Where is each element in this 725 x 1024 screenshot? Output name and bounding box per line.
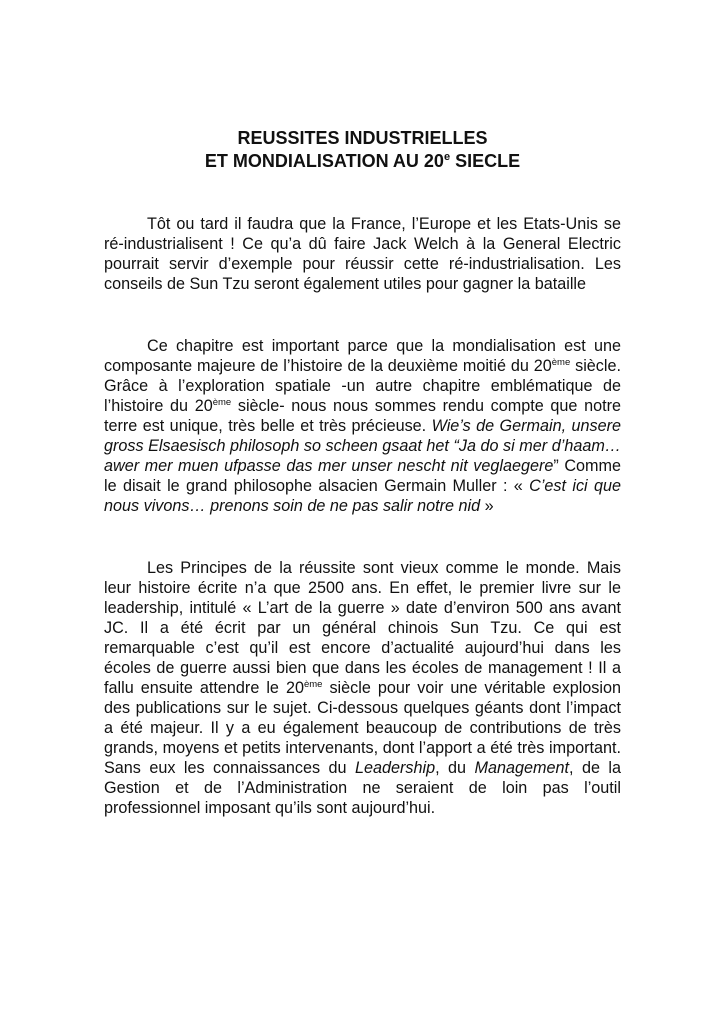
p3-leadership-italic: Leadership [355, 759, 436, 777]
p3-text-2: siècle pour voir une véritable explosion des publications sur le sujet. Ci-dessous quelques géants dont l’impact a été majeur. Il y a eu également beaucoup de contributions de très grands, moyens et petits intervenants, dont l’apport a été très important. Sans eux les connaissances du [104, 679, 621, 777]
page-title [104, 127, 621, 173]
p3-text-4: , de la Gestion et de l’Administration ne seraient de loin pas l’outil professionnel imposant qu’ils sont aujourd’hui. [104, 759, 621, 817]
paragraph-2 [104, 336, 621, 516]
p2-text-1: Ce chapitre est important parce que la mondialisation est une composante majeure de l’histoire de la deuxième moitié du 20 [104, 337, 621, 375]
title-line-2 [205, 151, 520, 171]
document-page [104, 127, 621, 818]
p2-text-5: » [480, 497, 494, 515]
p3-text-1: Les Principes de la réussite sont vieux comme le monde. Mais leur histoire écrite n’a que 2500 ans. En effet, le premier livre sur le leadership, intitulé « L’art de la guerre » date d’environ 500 ans avant JC. Il a été écrit par un général chinois Sun Tzu. Ce qui est remarquable c’est qu’il est encore d’actualité aujourd’hui dans les écoles de guerre aussi bien que dans les écoles de management ! Il a fallu ensuite attendre le 20 [104, 559, 621, 697]
p2-muller-quote: C’est ici que nous vivons… prenons soin de ne pas salir notre nid [104, 477, 621, 515]
title-superscript: e [443, 151, 451, 163]
p2-text-3: siècle- nous nous sommes rendu compte que notre terre est unique, très belle et très précieuse. [104, 397, 621, 435]
p2-text-4: ” Comme le disait le grand philosophe alsacien Germain Muller : « [104, 457, 621, 495]
p2-text-2: siècle. Grâce à l’exploration spatiale -un autre chapitre emblématique de l’histoire du 20 [104, 357, 621, 415]
p2-alsatian-quote: Wie’s de Germain, unsere gross Elsaesisch philosoph so scheen gsaat het “Ja do si mer d’haam… awer mer muen ufpasse das mer unser nescht nit veglaegere [104, 417, 621, 475]
p3-superscript-1: ème [303, 679, 323, 690]
paragraph-3 [104, 558, 621, 818]
p3-text-3: , du [435, 759, 475, 777]
title-line-2-text: ET MONDIALISATION AU 20 [204, 151, 444, 171]
p2-superscript-1: ème [551, 357, 571, 368]
paragraph-1: Tôt ou tard il faudra que la France, l’Europe et les Etats-Unis se ré-industrialisent ! Ce qu’a dû faire Jack Welch à la General Electric pourrait servir d’exemple pour réussir cette ré-industrialisation. Les conseils de Sun Tzu seront également utiles pour gagner la bataille [104, 215, 621, 293]
title-line-2-suffix: SIECLE [450, 151, 521, 171]
title-line-1: REUSSITES INDUSTRIELLES [237, 128, 488, 148]
p3-management-italic: Management [474, 759, 569, 777]
p2-superscript-2: ème [212, 397, 232, 408]
